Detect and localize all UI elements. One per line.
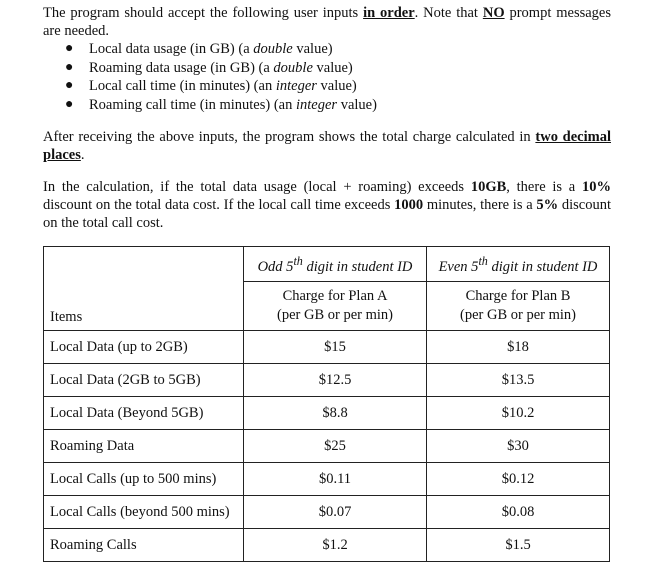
intro-no: NO xyxy=(482,5,505,21)
plan-a-cell: $0.11 xyxy=(244,462,427,495)
plan-a-line2: (per GB or per min) xyxy=(277,306,393,323)
intro-text-3: prompt messages are needed. xyxy=(43,5,611,39)
input-post: value) xyxy=(292,41,333,57)
input-pre: Roaming data usage (in GB) (a xyxy=(89,59,274,76)
input-list-item xyxy=(65,77,585,96)
plan-b-cell: $30 xyxy=(427,429,610,462)
input-pre: Local call time (in minutes) (an xyxy=(89,78,276,94)
table-row xyxy=(44,528,610,561)
plan-b-cell: $13.5 xyxy=(427,363,610,396)
table-row xyxy=(44,429,610,462)
calc-threshold-data: 10GB xyxy=(470,179,507,195)
plan-b-line2: (per GB or per min) xyxy=(460,306,576,323)
even-id-sup: th xyxy=(478,254,488,269)
output-paragraph xyxy=(43,128,611,164)
item-cell: Roaming Data xyxy=(44,429,244,462)
output-text-2: . xyxy=(80,147,85,163)
calc-threshold-call: 1000 xyxy=(394,197,424,213)
input-pre: Local data usage (in GB) (a xyxy=(89,41,254,57)
bullet-icon: ● xyxy=(65,78,74,93)
odd-id-post: digit in student ID xyxy=(302,258,413,275)
item-cell: Local Calls (beyond 500 mins) xyxy=(44,495,244,528)
input-pre: Roaming call time (in minutes) (an xyxy=(89,96,296,113)
bullet-icon: ● xyxy=(65,59,74,75)
intro-paragraph xyxy=(43,4,611,40)
calculation-paragraph xyxy=(43,178,611,232)
input-post: value) xyxy=(316,78,357,94)
calc-text-2: , there is a xyxy=(506,179,582,195)
plan-b-header xyxy=(427,282,610,331)
calc-text-3: discount on the total data cost. If the local call time exceeds xyxy=(43,197,395,213)
table-row xyxy=(44,396,610,429)
plan-a-cell: $0.07 xyxy=(244,495,427,528)
plan-b-cell: $1.5 xyxy=(427,528,610,561)
plan-b-cell: $10.2 xyxy=(427,396,610,429)
table-row xyxy=(44,495,610,528)
item-cell: Local Data (2GB to 5GB) xyxy=(44,363,244,396)
plan-a-line1: Charge for Plan A xyxy=(282,287,388,304)
calc-text-4: minutes, there is a xyxy=(423,197,537,213)
bullet-icon: ● xyxy=(65,41,74,56)
input-type: integer xyxy=(275,78,317,94)
input-list-item xyxy=(65,59,585,78)
table-row xyxy=(44,462,610,495)
calc-discount-call: 5% xyxy=(536,197,559,213)
input-post: value) xyxy=(337,96,377,113)
plan-a-cell: $15 xyxy=(244,330,427,363)
plan-b-cell: $18 xyxy=(427,330,610,363)
even-id-post: digit in student ID xyxy=(487,258,598,275)
plan-b-line1: Charge for Plan B xyxy=(465,287,571,304)
bullet-icon: ● xyxy=(65,96,74,112)
plan-a-header xyxy=(244,282,427,331)
odd-id-sup: th xyxy=(293,254,303,269)
calc-text-5: discount on the total call cost. xyxy=(43,197,611,231)
item-cell: Roaming Calls xyxy=(44,528,244,561)
table-row xyxy=(44,282,610,331)
item-cell: Local Calls (up to 500 mins) xyxy=(44,462,244,495)
table-row xyxy=(44,363,610,396)
intro-text-2: . Note that xyxy=(414,5,483,21)
input-list xyxy=(65,40,585,114)
table-blank-cell xyxy=(44,247,244,282)
table-row xyxy=(44,247,610,282)
input-post: value) xyxy=(312,59,353,76)
output-text-1: After receiving the above inputs, the program shows the total charge calculated in xyxy=(43,129,536,145)
even-id-pre: Even 5 xyxy=(438,258,479,275)
output-two-decimal: two decimal places xyxy=(43,129,611,163)
intro-in-order: in order xyxy=(363,5,415,21)
item-cell: Local Data (up to 2GB) xyxy=(44,330,244,363)
plan-a-cell: $8.8 xyxy=(244,396,427,429)
calc-discount-data: 10% xyxy=(582,179,611,195)
calc-text-1: In the calculation, if the total data usage (local + roaming) exceeds xyxy=(43,179,471,195)
plan-a-cell: $12.5 xyxy=(244,363,427,396)
input-list-item xyxy=(65,40,585,59)
input-list-item xyxy=(65,96,585,115)
input-type: integer xyxy=(295,96,338,113)
items-header: Items xyxy=(44,282,244,331)
charges-table xyxy=(43,246,610,562)
plan-b-cell: $0.08 xyxy=(427,495,610,528)
intro-text-1: The program should accept the following user inputs xyxy=(43,5,364,21)
table-row xyxy=(44,330,610,363)
plan-b-cell: $0.12 xyxy=(427,462,610,495)
plan-a-cell: $1.2 xyxy=(244,528,427,561)
plan-a-cell: $25 xyxy=(244,429,427,462)
item-cell: Local Data (Beyond 5GB) xyxy=(44,396,244,429)
odd-id-header xyxy=(244,247,427,282)
odd-id-pre: Odd 5 xyxy=(257,258,294,275)
input-type: double xyxy=(253,41,293,57)
input-type: double xyxy=(273,59,313,76)
even-id-header xyxy=(427,247,610,282)
